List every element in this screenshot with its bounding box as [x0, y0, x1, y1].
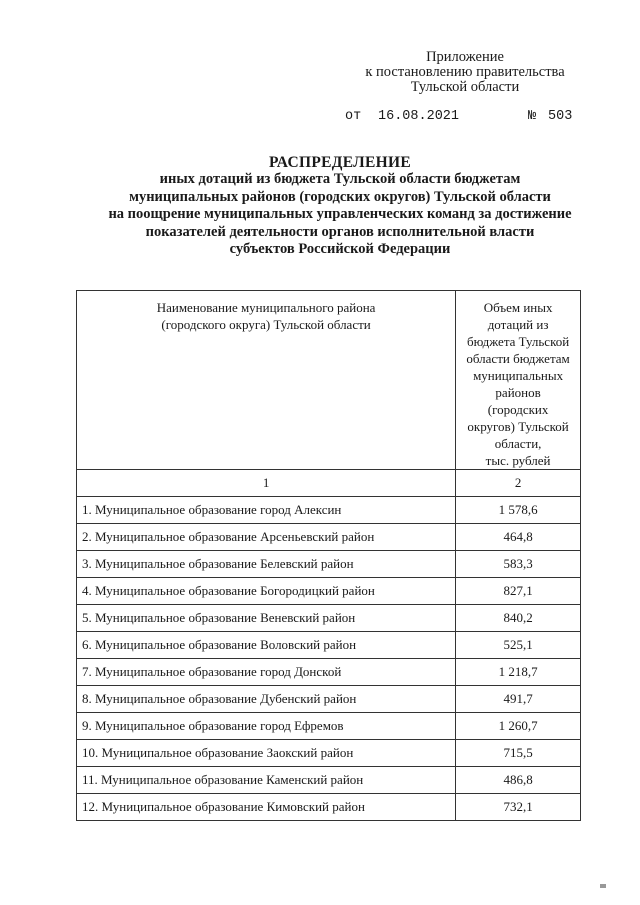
municipality-name-cell: 4. Муниципальное образование Богородицкий район	[77, 578, 456, 605]
municipality-name-cell: 2. Муниципальное образование Арсеньевский район	[77, 524, 456, 551]
annex-line-2: к постановлению правительства	[365, 64, 565, 80]
header-municipality-line-1: Наименование муниципального района	[156, 300, 376, 315]
amount-cell: 715,5	[456, 740, 581, 767]
amount-cell: 583,3	[456, 551, 581, 578]
table-row	[77, 713, 581, 740]
column-number-2: 2	[456, 470, 581, 497]
document-title: РАСПРЕДЕЛЕНИЕ	[269, 154, 411, 171]
heading-line-5: показателей деятельности органов исполнительной власти	[145, 223, 535, 240]
header-amount-line: Объем иных	[483, 300, 553, 315]
municipality-name-cell: 11. Муниципальное образование Каменский район	[77, 767, 456, 794]
amount-cell: 486,8	[456, 767, 581, 794]
scan-mark	[600, 884, 606, 888]
table-header-row	[77, 291, 581, 470]
header-amount-line: бюджета Тульской	[466, 334, 570, 349]
table-row	[77, 740, 581, 767]
amount-cell: 525,1	[456, 632, 581, 659]
header-amount-line: (городских	[487, 402, 549, 417]
column-number-row	[77, 470, 581, 497]
municipality-name-cell: 9. Муниципальное образование город Ефремов	[77, 713, 456, 740]
amount-cell: 464,8	[456, 524, 581, 551]
header-municipality	[77, 291, 456, 470]
annex-line-1: Приложение	[426, 49, 504, 65]
heading-line-6: субъектов Российской Федерации	[229, 241, 451, 258]
amount-cell: 1 218,7	[456, 659, 581, 686]
header-amount-line: тыс. рублей	[485, 453, 551, 468]
column-number-1: 1	[77, 470, 456, 497]
header-amount-line: дотаций из	[487, 317, 549, 332]
document-heading	[40, 154, 640, 258]
table-row	[77, 767, 581, 794]
header-amount-line: районов	[495, 385, 541, 400]
table-row	[77, 659, 581, 686]
table-row	[77, 578, 581, 605]
amount-cell: 1 260,7	[456, 713, 581, 740]
header-amount	[456, 291, 581, 470]
table-row	[77, 551, 581, 578]
distribution-table	[76, 290, 581, 821]
decree-reference	[345, 109, 585, 124]
decree-number: 503	[548, 109, 573, 124]
heading-line-4: на поощрение муниципальных управленческих команд за достижение	[108, 206, 572, 223]
table-row	[77, 632, 581, 659]
table-row	[77, 686, 581, 713]
amount-cell: 840,2	[456, 605, 581, 632]
table-row	[77, 497, 581, 524]
decree-date: 16.08.2021	[378, 109, 460, 124]
decree-date-prefix: от	[345, 109, 362, 124]
municipality-name-cell: 12. Муниципальное образование Кимовский район	[77, 794, 456, 821]
table-row	[77, 605, 581, 632]
header-amount-line: области,	[494, 436, 542, 451]
decree-number-prefix: №	[528, 109, 537, 124]
amount-cell: 827,1	[456, 578, 581, 605]
amount-cell: 491,7	[456, 686, 581, 713]
municipality-name-cell: 1. Муниципальное образование город Алексин	[77, 497, 456, 524]
header-amount-line: округов) Тульской	[467, 419, 569, 434]
table-row	[77, 524, 581, 551]
heading-line-2: иных дотаций из бюджета Тульской области бюджетам	[159, 171, 521, 188]
annex-line-3: Тульской области	[410, 79, 520, 95]
amount-cell: 1 578,6	[456, 497, 581, 524]
municipality-name-cell: 3. Муниципальное образование Белевский район	[77, 551, 456, 578]
municipality-name-cell: 10. Муниципальное образование Заокский район	[77, 740, 456, 767]
header-amount-line: области бюджетам	[466, 351, 570, 366]
municipality-name-cell: 8. Муниципальное образование Дубенский район	[77, 686, 456, 713]
header-municipality-line-2: (городского округа) Тульской области	[161, 317, 371, 332]
municipality-name-cell: 6. Муниципальное образование Воловский район	[77, 632, 456, 659]
heading-line-3: муниципальных районов (городских округов) Тульской области	[129, 188, 551, 205]
annex-block	[330, 50, 600, 95]
municipality-name-cell: 5. Муниципальное образование Веневский район	[77, 605, 456, 632]
municipality-name-cell: 7. Муниципальное образование город Донской	[77, 659, 456, 686]
amount-cell: 732,1	[456, 794, 581, 821]
header-amount-line: муниципальных	[473, 368, 564, 383]
table-row	[77, 794, 581, 821]
